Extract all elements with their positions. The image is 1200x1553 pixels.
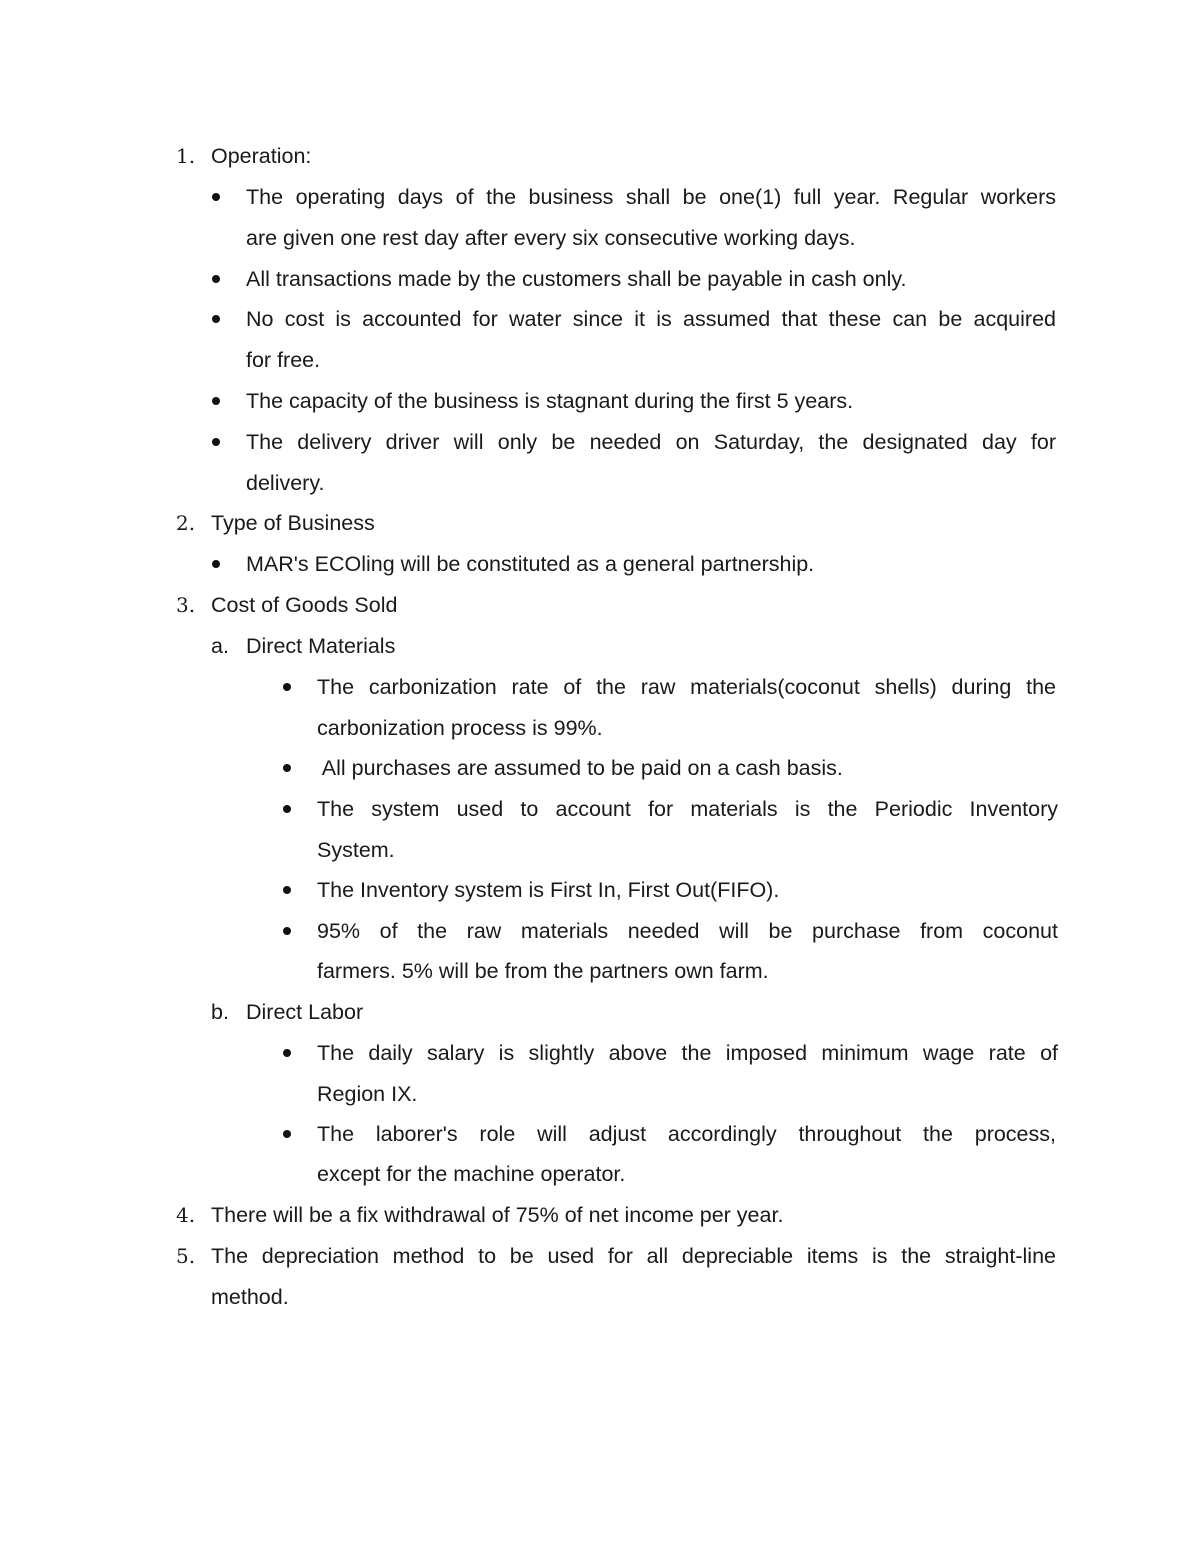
section-number: 3. bbox=[176, 593, 196, 617]
bullet-icon bbox=[283, 927, 291, 935]
list-item-line: delivery. bbox=[246, 471, 325, 495]
section-title-cost-of-goods-sold: Cost of Goods Sold bbox=[211, 593, 398, 617]
bullet-icon bbox=[283, 764, 291, 772]
list-item-line: The daily salary is slightly above the imposed minimum wage rate of bbox=[317, 1041, 1058, 1065]
bullet-icon bbox=[212, 438, 220, 446]
list-item-line: Region IX. bbox=[317, 1082, 418, 1106]
subsection-letter: b. bbox=[211, 1000, 229, 1024]
subsection-title-direct-materials: Direct Materials bbox=[246, 634, 396, 658]
bullet-icon bbox=[212, 397, 220, 405]
bullet-icon bbox=[283, 1049, 291, 1057]
list-item-line: 95% of the raw materials needed will be purchase from coconut bbox=[317, 919, 1058, 943]
list-item-line: The operating days of the business shall be one(1) full year. Regular workers bbox=[246, 185, 1056, 209]
list-item-line: The Inventory system is First In, First Out(FIFO). bbox=[317, 878, 780, 902]
bullet-icon bbox=[212, 560, 220, 568]
section-number: 2. bbox=[176, 511, 196, 535]
bullet-icon bbox=[283, 886, 291, 894]
section-text-withdrawal: There will be a fix withdrawal of 75% of net income per year. bbox=[211, 1203, 784, 1227]
list-item-line: All purchases are assumed to be paid on a cash basis. bbox=[317, 756, 843, 780]
list-item-line: MAR's ECOling will be constituted as a general partnership. bbox=[246, 552, 815, 576]
subsection-letter: a. bbox=[211, 634, 229, 658]
list-item-line: The delivery driver will only be needed on Saturday, the designated day for bbox=[246, 430, 1056, 454]
list-item-line: The system used to account for materials is the Periodic Inventory bbox=[317, 797, 1058, 821]
section-title-operation: Operation: bbox=[211, 144, 312, 168]
bullet-icon bbox=[283, 683, 291, 691]
list-item-line: The carbonization rate of the raw materials(coconut shells) during the bbox=[317, 675, 1056, 699]
list-item-line: No cost is accounted for water since it is assumed that these can be acquired bbox=[246, 307, 1056, 331]
list-item-line: All transactions made by the customers shall be payable in cash only. bbox=[246, 267, 907, 291]
list-item-line: The capacity of the business is stagnant during the first 5 years. bbox=[246, 389, 854, 413]
section-number: 5. bbox=[176, 1244, 196, 1268]
list-item-line: carbonization process is 99%. bbox=[317, 716, 603, 740]
section-text-depreciation-cont: method. bbox=[211, 1285, 289, 1309]
list-item-line: except for the machine operator. bbox=[317, 1162, 626, 1186]
bullet-icon bbox=[283, 805, 291, 813]
bullet-icon bbox=[283, 1130, 291, 1138]
bullet-icon bbox=[212, 193, 220, 201]
list-item-line: System. bbox=[317, 838, 395, 862]
section-title-type-of-business: Type of Business bbox=[211, 511, 375, 535]
section-number: 4. bbox=[176, 1203, 196, 1227]
subsection-title-direct-labor: Direct Labor bbox=[246, 1000, 364, 1024]
list-item-line: The laborer's role will adjust accordingly throughout the process, bbox=[317, 1122, 1056, 1146]
bullet-icon bbox=[212, 315, 220, 323]
section-number: 1. bbox=[176, 144, 196, 168]
list-item-line: for free. bbox=[246, 348, 321, 372]
list-item-line: farmers. 5% will be from the partners own farm. bbox=[317, 959, 769, 983]
section-text-depreciation: The depreciation method to be used for all depreciable items is the straight-line bbox=[211, 1244, 1056, 1268]
bullet-icon bbox=[212, 275, 220, 283]
list-item-line: are given one rest day after every six consecutive working days. bbox=[246, 226, 856, 250]
